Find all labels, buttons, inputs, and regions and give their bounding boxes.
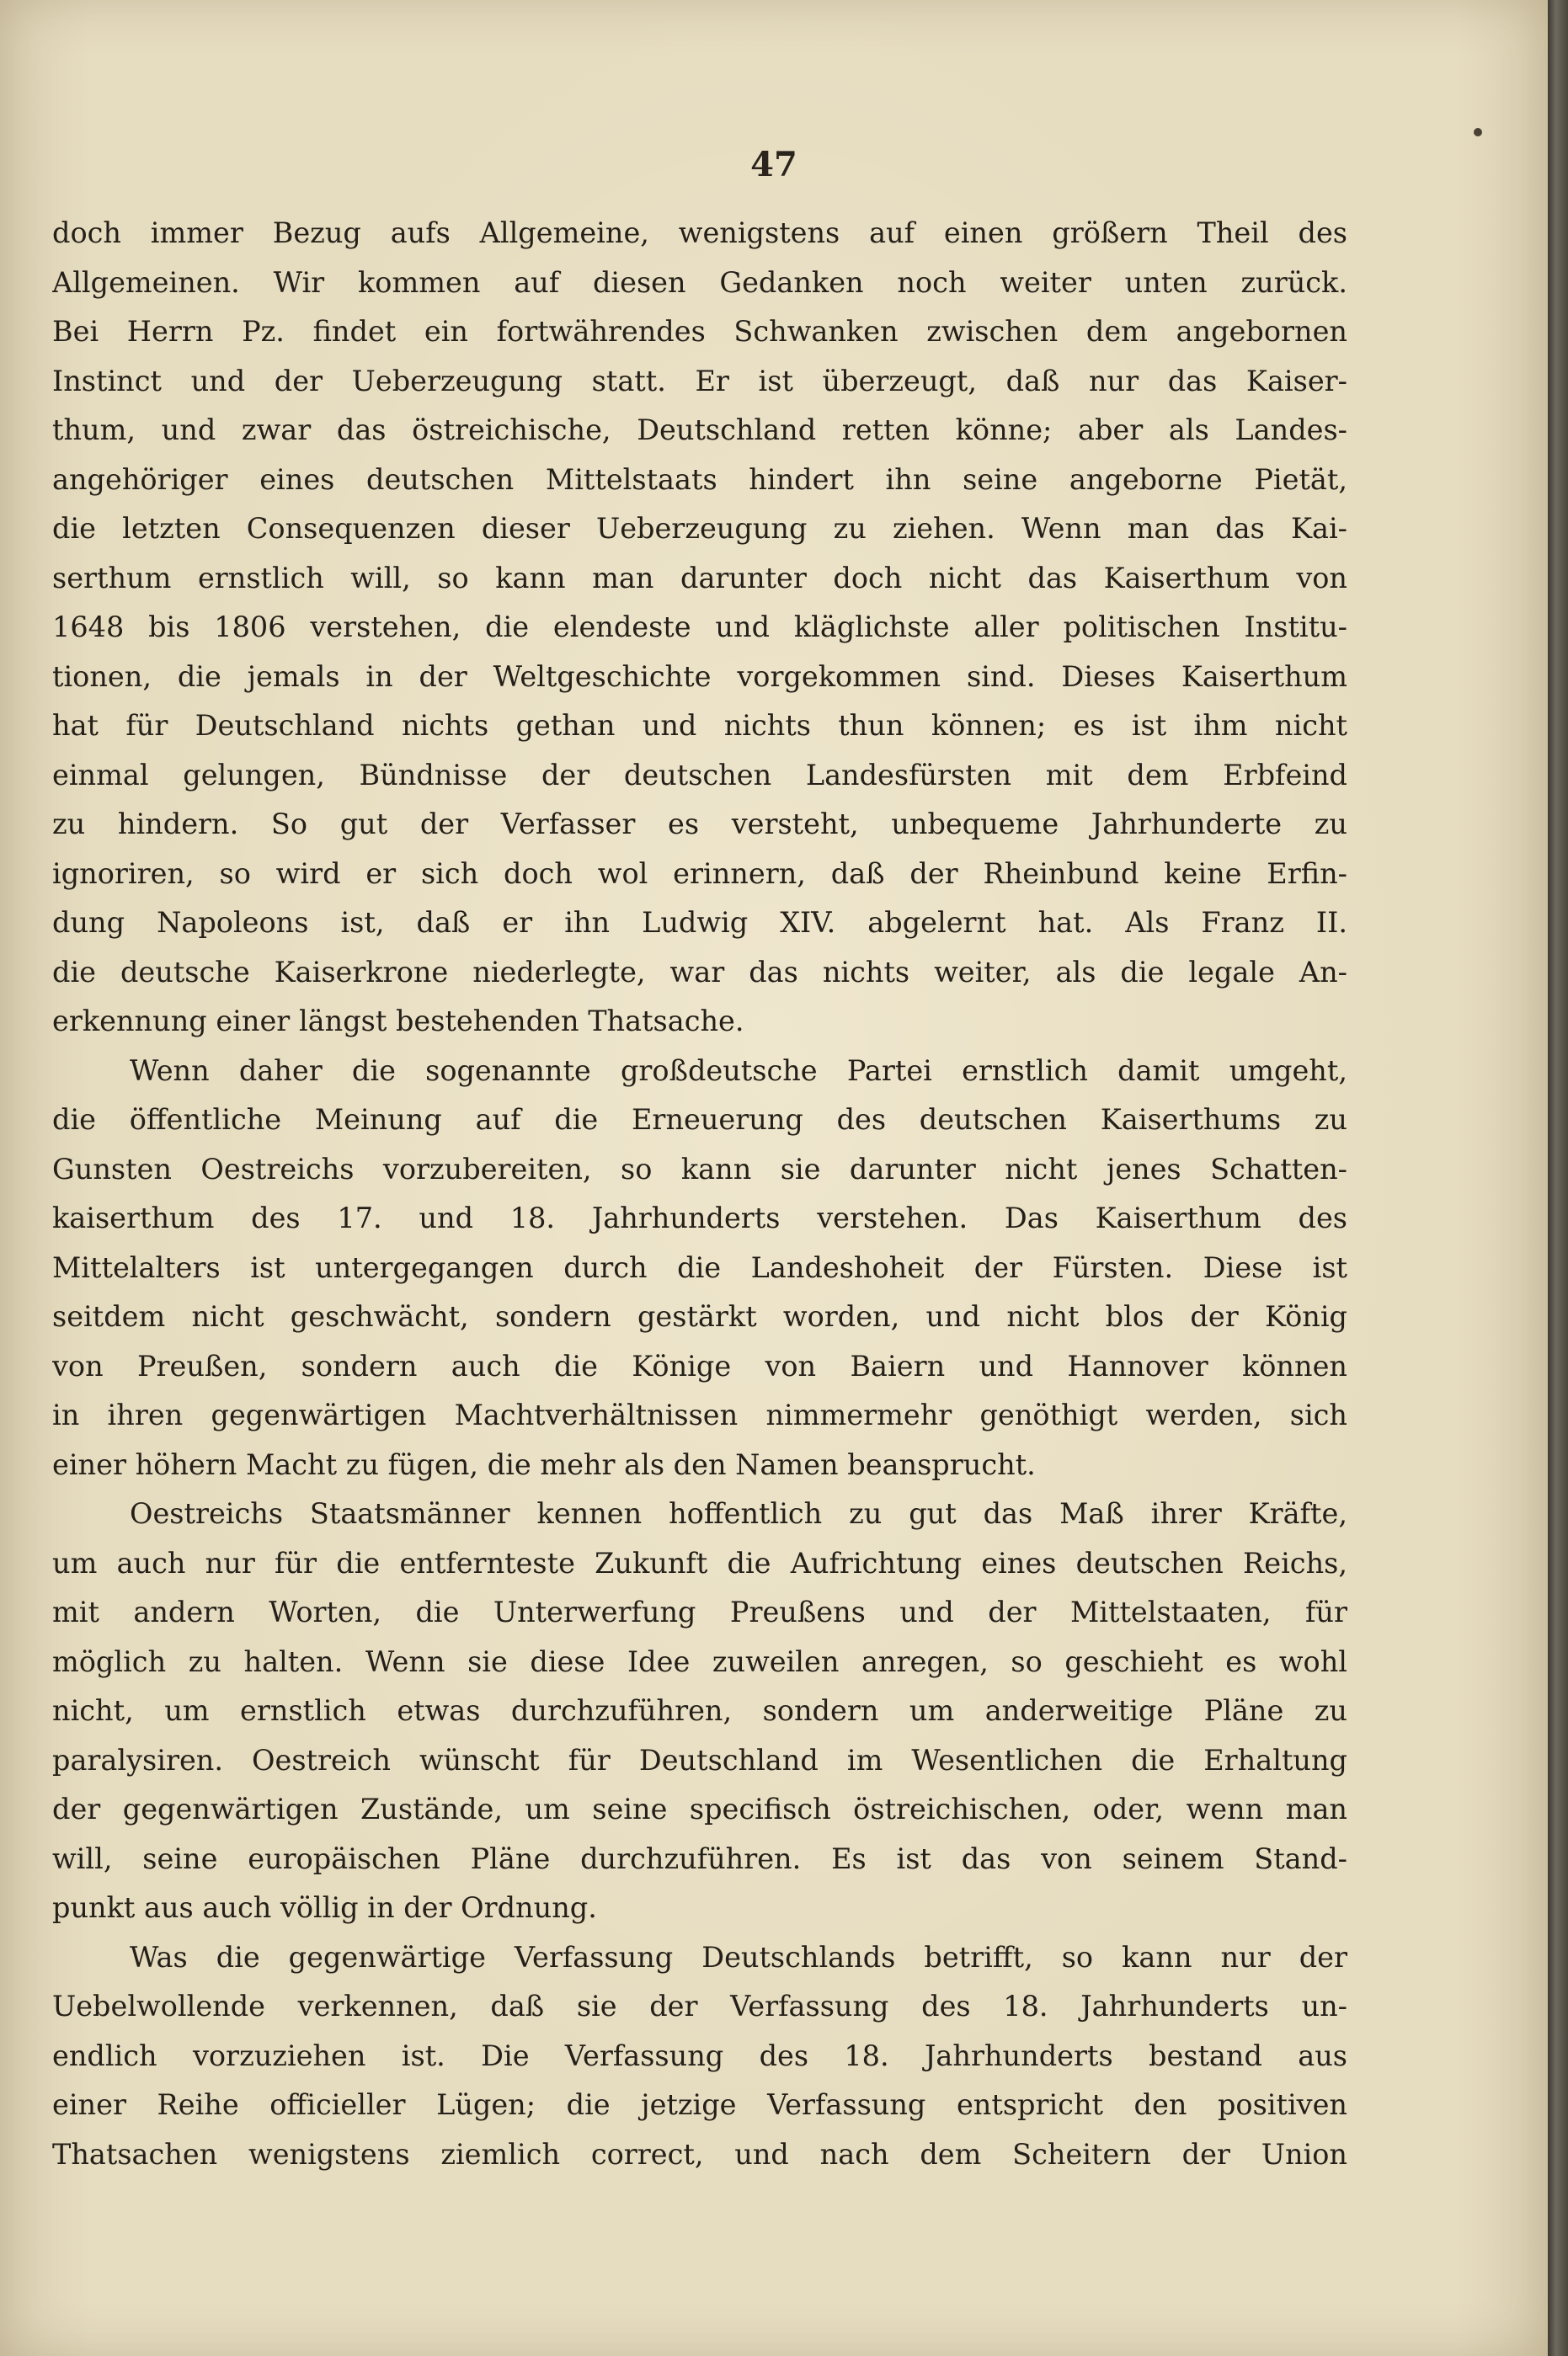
text-line: dung Napoleons ist, daß er ihn Ludwig XIV. abgelernt hat. Als Franz II.	[52, 906, 1347, 939]
paragraph-4	[52, 1933, 1347, 2180]
paragraph-2	[52, 1047, 1347, 1490]
text-line: möglich zu halten. Wenn sie diese Idee zuweilen anregen, so geschieht es wohl	[52, 1644, 1347, 1678]
text-line: kaiserthum des 17. und 18. Jahrhunderts verstehen. Das Kaiserthum des	[52, 1202, 1347, 1234]
ink-speck	[1474, 128, 1482, 136]
text-line: hat für Deutschland nichts gethan und nichts thun können; es ist ihm nicht	[52, 709, 1347, 742]
text-line: will, seine europäischen Pläne durchzuführen. Es ist das von seinem Stand-	[52, 1842, 1347, 1875]
text-line: Gunsten Oestreichs vorzubereiten, so kann sie darunter nicht jenes Schatten-	[52, 1152, 1347, 1186]
text-line: die letzten Consequenzen dieser Ueberzeugung zu ziehen. Wenn man das Kai-	[52, 512, 1347, 545]
text-line: Instinct und der Ueberzeugung statt. Er ist überzeugt, daß nur das Kaiser-	[52, 364, 1347, 397]
text-line: ignoriren, so wird er sich doch wol erinnern, daß der Rheinbund keine Erfin-	[52, 856, 1347, 890]
text-line: punkt aus auch völlig in der Ordnung.	[52, 1891, 597, 1924]
paragraph-1	[52, 209, 1347, 1047]
page-number: 47	[750, 145, 797, 184]
text-line: zu hindern. So gut der Verfasser es versteht, unbequeme Jahrhunderte zu	[52, 808, 1347, 840]
body-text	[52, 209, 1347, 2179]
text-line: mit andern Worten, die Unterwerfung Preußens und der Mittelstaaten, für	[52, 1596, 1347, 1628]
text-line: einer höhern Macht zu fügen, die mehr als den Namen beansprucht.	[52, 1447, 1036, 1481]
text-line: einmal gelungen, Bündnisse der deutschen Landesfürsten mit dem Erbfeind	[52, 758, 1347, 792]
text-line: endlich vorzuziehen ist. Die Verfassung des 18. Jahrhunderts bestand aus	[52, 2039, 1347, 2072]
text-line: nicht, um ernstlich etwas durchzuführen, sondern um anderweitige Pläne zu	[52, 1694, 1347, 1727]
text-line: Oestreichs Staatsmänner kennen hoffentlich zu gut das Maß ihrer Kräfte,	[130, 1497, 1347, 1530]
text-line: Wenn daher die sogenannte großdeutsche Partei ernstlich damit umgeht,	[130, 1053, 1347, 1087]
text-line: erkennung einer längst bestehenden Thatsache.	[52, 1005, 744, 1037]
text-line: doch immer Bezug aufs Allgemeine, wenigstens auf einen größern Theil des	[52, 216, 1347, 249]
text-line: seitdem nicht geschwächt, sondern gestärkt worden, und nicht blos der König	[52, 1300, 1347, 1333]
text-line: Bei Herrn Pz. findet ein fortwährendes Schwanken zwischen dem angebornen	[52, 315, 1347, 348]
text-line: tionen, die jemals in der Weltgeschichte vorgekommen sind. Dieses Kaiserthum	[52, 659, 1347, 693]
text-line: die öffentliche Meinung auf die Erneuerung des deutschen Kaiserthums zu	[52, 1103, 1347, 1136]
text-line: Mittelalters ist untergegangen durch die Landeshoheit der Fürsten. Diese ist	[52, 1250, 1347, 1284]
paragraph-3	[52, 1490, 1347, 1933]
text-line: in ihren gegenwärtigen Machtverhältnissen nimmermehr genöthigt werden, sich	[52, 1399, 1347, 1431]
text-line: angehöriger eines deutschen Mittelstaats hindert ihn seine angeborne Pietät,	[52, 462, 1347, 496]
text-line: Uebelwollende verkennen, daß sie der Verfassung des 18. Jahrhunderts un-	[52, 1990, 1347, 2023]
book-edge-shadow	[1548, 0, 1568, 2356]
text-line: serthum ernstlich will, so kann man darunter doch nicht das Kaiserthum von	[52, 561, 1347, 594]
text-line: einer Reihe officieller Lügen; die jetzige Verfassung entspricht den positiven	[52, 2088, 1347, 2121]
text-line: der gegenwärtigen Zustände, um seine specifisch östreichischen, oder, wenn man	[52, 1793, 1347, 1826]
text-line: paralysiren. Oestreich wünscht für Deutschland im Wesentlichen die Erhaltung	[52, 1743, 1347, 1777]
text-line: thum, und zwar das östreichische, Deutschland retten könne; aber als Landes-	[52, 413, 1347, 446]
text-line: 1648 bis 1806 verstehen, die elendeste und kläglichste aller politischen Institu-	[52, 610, 1347, 643]
text-line: die deutsche Kaiserkrone niederlegte, war das nichts weiter, als die legale An-	[52, 955, 1347, 989]
text-line: um auch nur für die entfernteste Zukunft die Aufrichtung eines deutschen Reichs,	[52, 1546, 1347, 1580]
text-line: Was die gegenwärtige Verfassung Deutschlands betrifft, so kann nur der	[130, 1940, 1347, 1974]
text-line: von Preußen, sondern auch die Könige von Baiern und Hannover können	[52, 1349, 1347, 1383]
text-line: Thatsachen wenigstens ziemlich correct, und nach dem Scheitern der Union	[52, 2137, 1347, 2171]
text-line: Allgemeinen. Wir kommen auf diesen Gedanken noch weiter unten zurück.	[52, 265, 1347, 299]
